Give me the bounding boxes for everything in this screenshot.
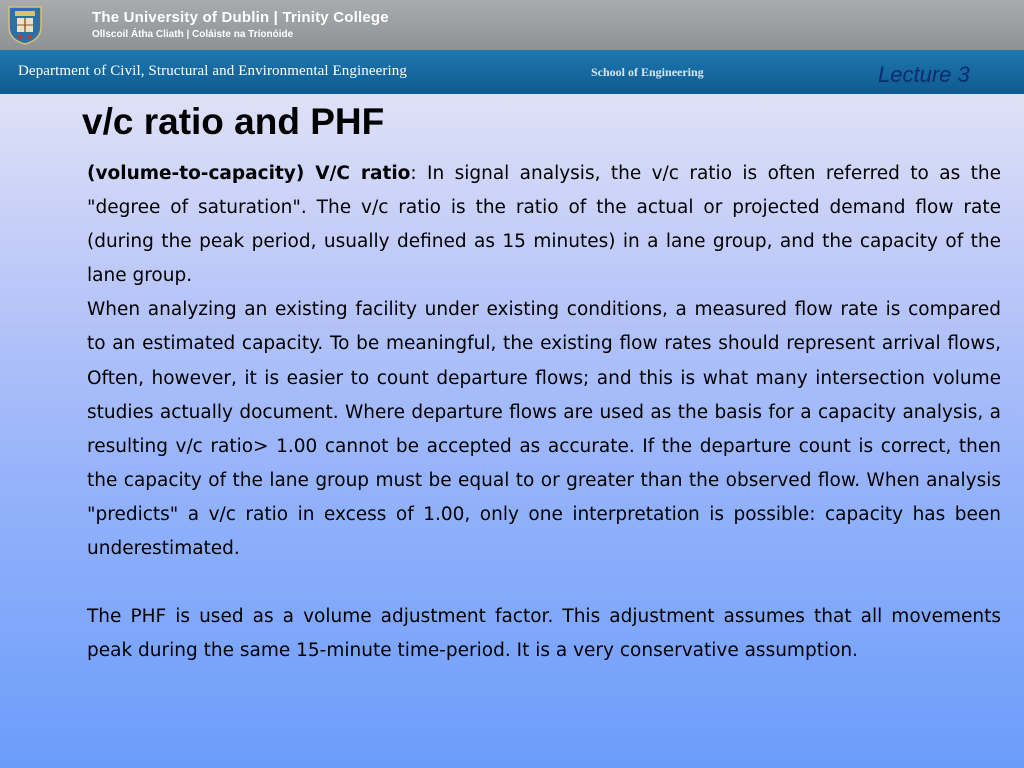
university-header-bar: [0, 0, 1024, 50]
university-name-irish: Ollscoil Átha Cliath | Coláiste na Tríonóide: [92, 29, 294, 40]
phf-paragraph: The PHF is used as a volume adjustment factor. This adjustment assumes that all movements peak during the same 15-minute time-period. It is a very conservative assumption.: [87, 606, 1001, 662]
existing-facility-paragraph: When analyzing an existing facility under existing conditions, a measured flow rate is compared to an estimated capacity. To be meaningful, the existing flow rates should represent arrival flows, Often, however, it is easier to count departure flows; and this is what many intersection volume studies actually document. Where departure flows are used as the basis for a capacity analysis, a resulting v/c ratio> 1.00 cannot be accepted as accurate. If the departure count is correct, then the capacity of the lane group must be equal to or greater than the observed flow. When analysis "predicts" a v/c ratio in excess of 1.00, only one interpretation is possible: capacity has been underestimated.: [87, 299, 1001, 560]
school-name: School of Engineering: [591, 65, 704, 79]
vc-ratio-definition: : In signal analysis, the v/c ratio is often referred to as the "degree of saturation". The v/c ratio is the ratio of the actual or projected demand flow rate (during the peak period, usually defined as 15 minutes) in a lane group, and the capacity of the lane group.: [87, 163, 1001, 287]
vc-ratio-paragraph: [87, 157, 1001, 293]
university-name: The University of Dublin | Trinity College: [92, 9, 389, 26]
slide-body: [87, 157, 1001, 668]
lecture-label: Lecture 3: [878, 62, 970, 87]
trinity-crest-icon: [7, 5, 43, 45]
department-bar: [0, 50, 1024, 94]
department-name: Department of Civil, Structural and Environmental Engineering: [18, 63, 407, 79]
slide-title: v/c ratio and PHF: [82, 101, 385, 142]
vc-ratio-term: (volume-to-capacity) V/C ratio: [87, 163, 411, 184]
